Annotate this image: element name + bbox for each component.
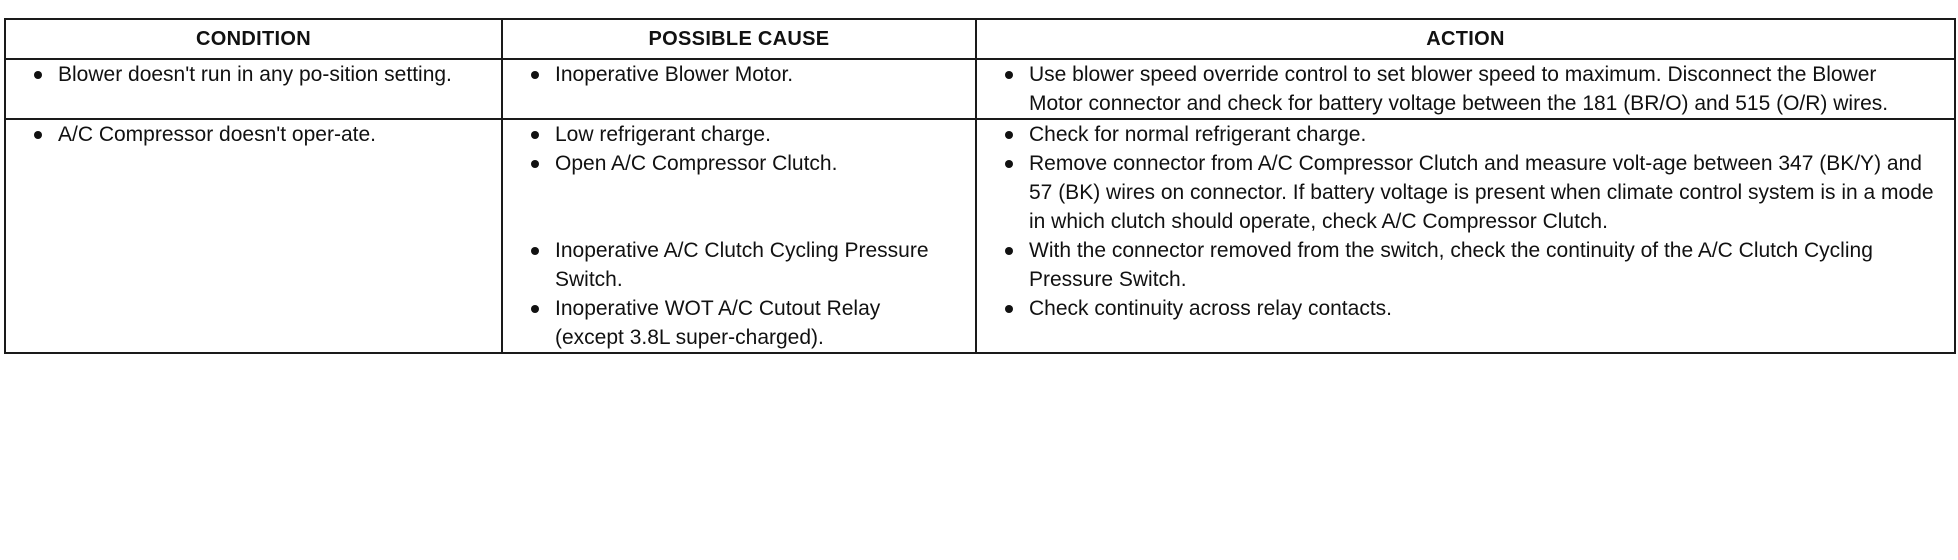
header-possible-cause: POSSIBLE CAUSE xyxy=(502,19,976,59)
bullet-icon xyxy=(1005,131,1013,139)
bullet-icon xyxy=(34,71,42,79)
action-item xyxy=(977,60,1954,118)
action-cell xyxy=(976,59,1955,119)
table-row xyxy=(5,119,1955,149)
cause-text: Low refrigerant charge. xyxy=(555,123,771,146)
action-text: Check continuity across relay contacts. xyxy=(1029,297,1392,320)
condition-cell xyxy=(5,294,502,353)
condition-cell xyxy=(5,119,502,149)
action-item xyxy=(977,294,1954,323)
bullet-icon xyxy=(1005,71,1013,79)
cause-text: Inoperative Blower Motor. xyxy=(555,63,794,86)
cause-cell xyxy=(502,119,976,149)
condition-cell xyxy=(5,149,502,236)
table-row xyxy=(5,236,1955,294)
action-cell xyxy=(976,149,1955,236)
action-text: Use blower speed override control to set blower speed to maximum. Disconnect the Blower Motor connector and check for battery voltage between the 181 (BR/O) and 515 (O/R) wires. xyxy=(1029,63,1889,115)
action-text: With the connector removed from the switch, check the continuity of the A/C Clutch Cycling Pressure Switch. xyxy=(1029,239,1873,291)
table-row xyxy=(5,149,1955,236)
condition-text: Blower doesn't run in any po-sition setting. xyxy=(58,63,452,86)
cause-text: Inoperative A/C Clutch Cycling Pressure Switch. xyxy=(555,239,929,291)
header-row xyxy=(5,19,1955,59)
cause-item xyxy=(503,236,975,294)
cause-item xyxy=(503,149,975,178)
bullet-icon xyxy=(1005,160,1013,168)
action-item xyxy=(977,149,1954,236)
cause-text: Open A/C Compressor Clutch. xyxy=(555,152,838,175)
condition-item xyxy=(6,120,501,149)
bullet-icon xyxy=(1005,247,1013,255)
action-text: Remove connector from A/C Compressor Clutch and measure volt-age between 347 (BK/Y) and 57 (BK) wires on connector. If battery voltage is present when climate control system is in a mode in which clutch should operate, check A/C Compressor Clutch. xyxy=(1029,152,1934,233)
condition-cell xyxy=(5,236,502,294)
bullet-icon xyxy=(531,71,539,79)
condition-text: A/C Compressor doesn't oper-ate. xyxy=(58,123,376,146)
header-action: ACTION xyxy=(976,19,1955,59)
cause-item xyxy=(503,120,975,149)
cause-cell xyxy=(502,149,976,236)
header-condition: CONDITION xyxy=(5,19,502,59)
cause-item xyxy=(503,294,975,352)
cause-item xyxy=(503,60,975,89)
action-item xyxy=(977,120,1954,149)
action-text: Check for normal refrigerant charge. xyxy=(1029,123,1367,146)
action-cell xyxy=(976,119,1955,149)
condition-cell xyxy=(5,59,502,119)
cause-cell xyxy=(502,59,976,119)
cause-cell xyxy=(502,294,976,353)
diagnosis-table xyxy=(4,18,1956,354)
action-cell xyxy=(976,294,1955,353)
bullet-icon xyxy=(531,247,539,255)
condition-item xyxy=(6,60,501,89)
bullet-icon xyxy=(1005,305,1013,313)
cause-text: Inoperative WOT A/C Cutout Relay (except 3.8L super-charged). xyxy=(555,297,881,349)
bullet-icon xyxy=(531,305,539,313)
bullet-icon xyxy=(531,131,539,139)
bullet-icon xyxy=(34,131,42,139)
table-row xyxy=(5,294,1955,353)
action-cell xyxy=(976,236,1955,294)
cause-cell xyxy=(502,236,976,294)
bullet-icon xyxy=(531,160,539,168)
action-item xyxy=(977,236,1954,294)
table-row xyxy=(5,59,1955,119)
